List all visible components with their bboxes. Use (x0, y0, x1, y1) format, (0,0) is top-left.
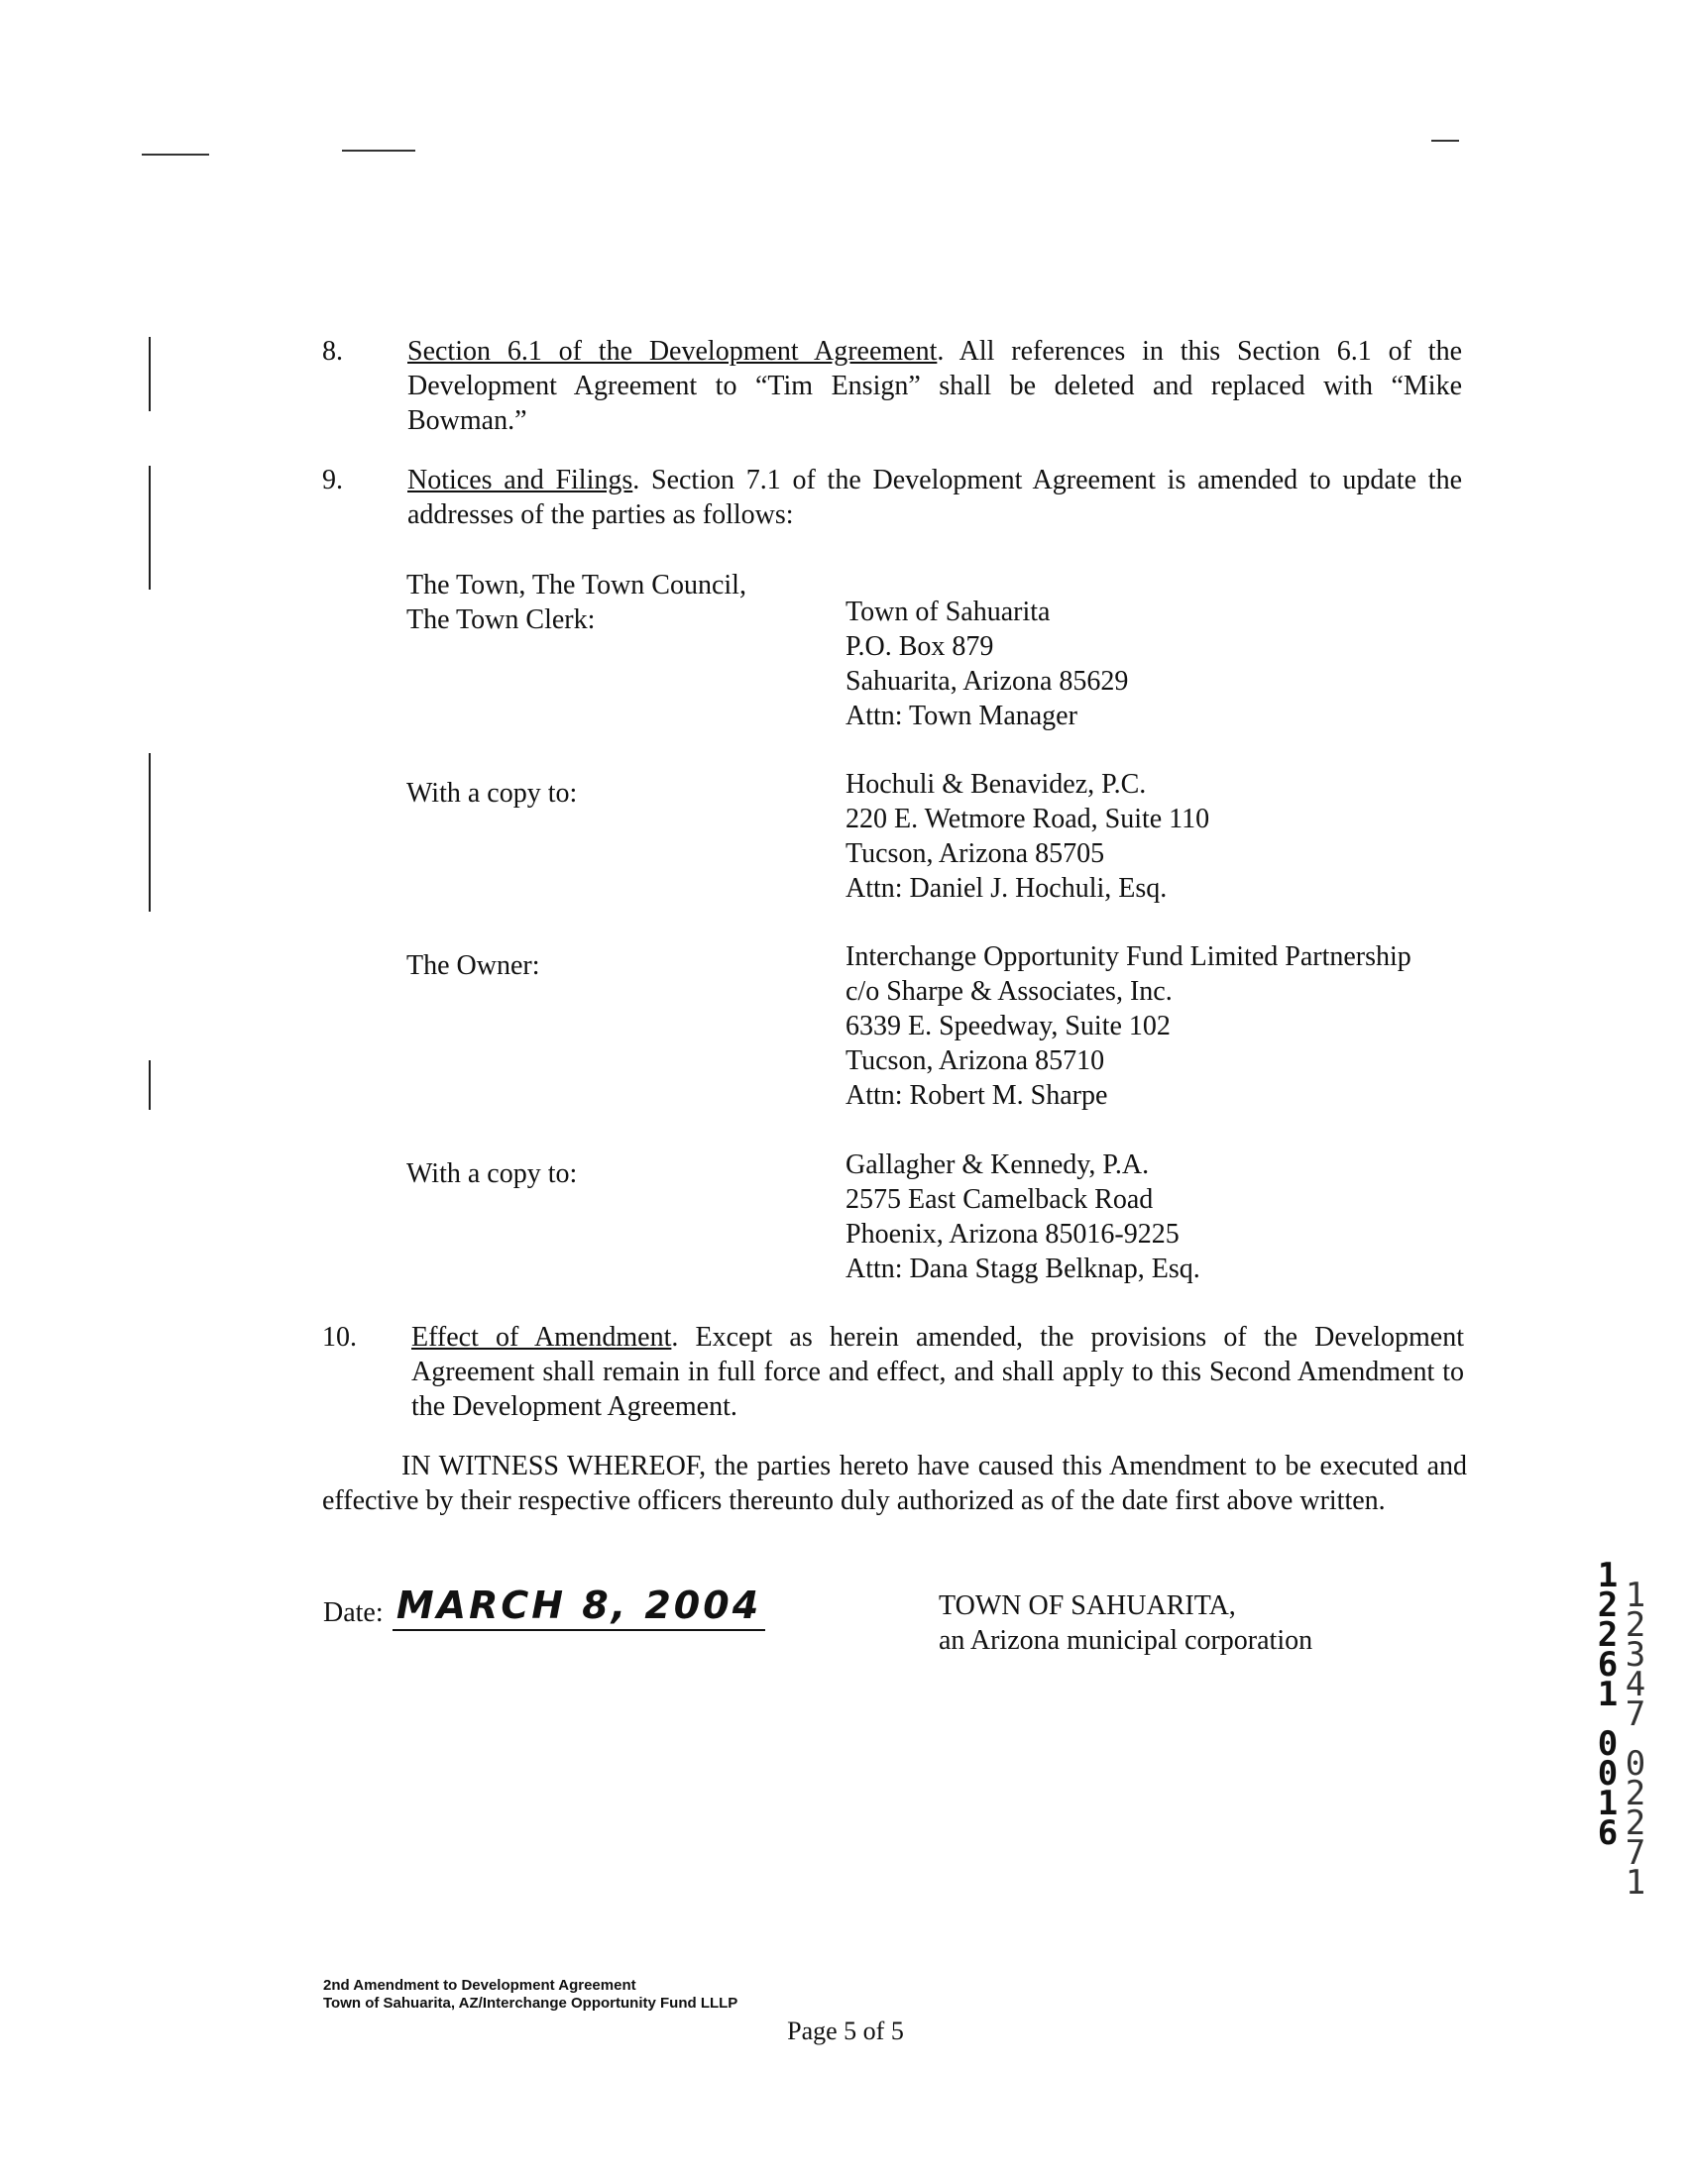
address-line: 6339 E. Speedway, Suite 102 (846, 1011, 1171, 1041)
notice-address-copy-1 (846, 767, 1599, 906)
scan-mark (342, 150, 415, 152)
scan-margin-line (149, 1060, 151, 1110)
recording-stamp-column-a (1593, 1556, 1623, 1853)
address-line: Hochuli & Benavidez, P.C. (846, 769, 1147, 800)
address-line: Tucson, Arizona 85710 (846, 1045, 1105, 1076)
stamp-digit: 1 (1597, 1556, 1619, 1595)
stamp-digit: 3 (1625, 1635, 1646, 1675)
stamp-digit: 7 (1625, 1694, 1646, 1734)
notice-address-copy-2 (846, 1147, 1599, 1286)
address-line: P.O. Box 879 (846, 631, 994, 662)
label-line: With a copy to: (406, 1158, 578, 1189)
item-text: . All references in this Section 6.1 of the Development Agreement to “Tim Ensign” shall be deleted and replaced with “Mike Bowman.” (407, 336, 1462, 436)
stamp-digit: 2 (1597, 1615, 1619, 1655)
stamp-digit: 2 (1625, 1803, 1646, 1843)
notice-label-owner (406, 948, 540, 983)
stamp-digit: 6 (1597, 1645, 1619, 1685)
address-line: Gallagher & Kennedy, P.A. (846, 1149, 1150, 1180)
stamp-digit: 1 (1597, 1784, 1619, 1823)
stamp-digit: 1 (1625, 1863, 1646, 1903)
item-heading: Notices and Filings (407, 465, 633, 495)
item-number: 9. (322, 465, 343, 495)
stamp-digit: 0 (1597, 1754, 1619, 1794)
address-line: Attn: Town Manager (846, 701, 1077, 731)
item-text: . Section 7.1 of the Development Agreement is amended to update the addresses of the parties as follows: (407, 465, 1463, 530)
scan-mark (142, 154, 209, 156)
label-line: The Town, The Town Council, (406, 570, 746, 601)
scan-margin-line (149, 466, 151, 590)
footer-document-title: 2nd Amendment to Development Agreement (323, 1977, 636, 1994)
item-number: 8. (322, 336, 343, 367)
stamp-digit: 0 (1597, 1724, 1619, 1764)
stamp-digit: 1 (1597, 1675, 1619, 1714)
scan-margin-line (149, 337, 151, 411)
recording-stamp-column-b (1621, 1576, 1650, 1903)
address-line: c/o Sharpe & Associates, Inc. (846, 976, 1173, 1007)
address-line: 220 E. Wetmore Road, Suite 110 (846, 804, 1210, 834)
address-line: 2575 East Camelback Road (846, 1184, 1154, 1215)
notice-address-town (846, 595, 1599, 733)
address-line: Attn: Robert M. Sharpe (846, 1080, 1108, 1111)
label-line: With a copy to: (406, 778, 578, 809)
notice-label-copy-1 (406, 776, 577, 811)
witness-clause: IN WITNESS WHEREOF, the parties hereto have caused this Amendment to be executed and effective by their respective officers thereunto duly authorized as of the date first above written. (322, 1451, 1467, 1516)
label-line: The Town Clerk: (406, 604, 596, 635)
address-line: Interchange Opportunity Fund Limited Partnership (846, 941, 1411, 972)
scan-mark (1431, 140, 1459, 142)
stamp-digit: 2 (1625, 1774, 1646, 1813)
stamp-digit: 6 (1597, 1813, 1619, 1853)
item-heading: Effect of Amendment (411, 1322, 672, 1353)
footer-parties: Town of Sahuarita, AZ/Interchange Opportunity Fund LLLP (323, 1995, 738, 2012)
notice-address-owner (846, 939, 1599, 1113)
label-line: The Owner: (406, 950, 540, 981)
notice-label-copy-2 (406, 1156, 577, 1191)
stamp-digit: 1 (1625, 1576, 1646, 1615)
address-line: Phoenix, Arizona 85016-9225 (846, 1219, 1180, 1250)
item-number: 10. (322, 1322, 357, 1353)
stamp-digit: 0 (1625, 1744, 1646, 1784)
signatory-name: TOWN OF SAHUARITA, (939, 1590, 1236, 1621)
address-line: Sahuarita, Arizona 85629 (846, 666, 1129, 697)
address-line: Tucson, Arizona 85705 (846, 838, 1105, 869)
address-line: Town of Sahuarita (846, 597, 1051, 627)
item-heading: Section 6.1 of the Development Agreement (407, 336, 938, 367)
signatory-description: an Arizona municipal corporation (939, 1625, 1313, 1656)
handwritten-date: MARCH 8, 2004 (393, 1583, 765, 1631)
page-number: Page 5 of 5 (787, 2017, 904, 2045)
stamp-digit: 2 (1625, 1605, 1646, 1645)
item-text: . Except as herein amended, the provisions of the Development Agreement shall remain in full force and effect, and shall apply to this Second Amendment to the Development Agreement. (411, 1322, 1465, 1422)
signatory-block (939, 1588, 1312, 1658)
scan-margin-line (149, 753, 151, 912)
notice-label-town (406, 568, 746, 637)
stamp-digit: 7 (1625, 1833, 1646, 1873)
stamp-digit: 4 (1625, 1665, 1646, 1704)
stamp-digit: 2 (1597, 1585, 1619, 1625)
address-line: Attn: Dana Stagg Belknap, Esq. (846, 1254, 1200, 1284)
address-line: Attn: Daniel J. Hochuli, Esq. (846, 873, 1168, 904)
date-label: Date: (323, 1597, 384, 1628)
